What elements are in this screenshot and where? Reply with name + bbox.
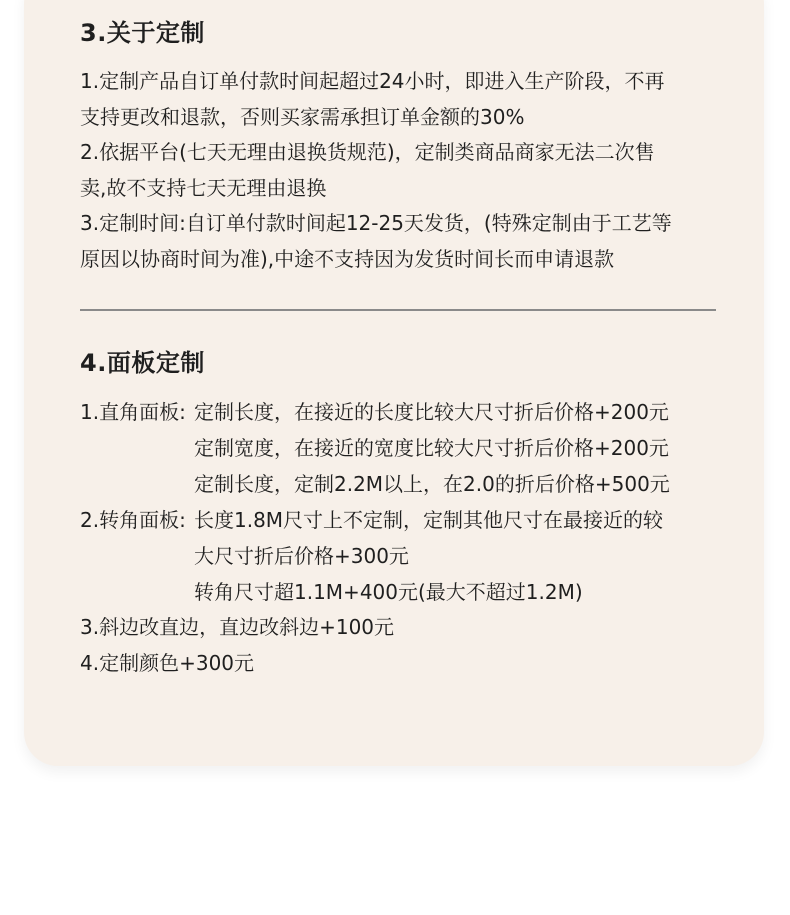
section-3-title: 3.关于定制 bbox=[80, 19, 205, 47]
section-3-line: 卖,故不支持七天无理由退换 bbox=[80, 175, 327, 200]
section-3-line: 原因以协商时间为准),中途不支持因为发货时间长而申请退款 bbox=[80, 246, 615, 271]
item-1-line: 定制长度，在接近的长度比较大尺寸折后价格+200元 bbox=[194, 400, 669, 424]
item-2-line: 大尺寸折后价格+300元 bbox=[194, 544, 409, 568]
item-2-line: 转角尺寸超1.1M+400元(最大不超过1.2M) bbox=[194, 580, 583, 604]
item-3: 3.斜边改直边，直边改斜边+100元 bbox=[80, 615, 395, 639]
section-3-line: 1.定制产品自订单付款时间起超过24小时，即进入生产阶段，不再 bbox=[80, 69, 665, 93]
section-3-line: 支持更改和退款，否则买家需承担订单金额的30% bbox=[80, 104, 525, 129]
item-1-line: 定制宽度，在接近的宽度比较大尺寸折后价格+200元 bbox=[194, 436, 669, 460]
item-1-line: 定制长度，定制2.2M以上，在2.0的折后价格+500元 bbox=[194, 472, 670, 496]
section-4-title: 4.面板定制 bbox=[80, 349, 205, 377]
section-3-line: 2.依据平台(七天无理由退换货规范)，定制类商品商家无法二次售 bbox=[80, 140, 655, 164]
section-divider bbox=[80, 309, 716, 311]
item-2-line: 长度1.8M尺寸上不定制，定制其他尺寸在最接近的较 bbox=[194, 508, 664, 532]
item-1-prefix: 1.直角面板: bbox=[80, 400, 186, 424]
section-3-body bbox=[80, 64, 730, 277]
section-3-line: 3.定制时间:自订单付款时间起12-25天发货，(特殊定制由于工艺等 bbox=[80, 211, 672, 235]
item-2-prefix: 2.转角面板: bbox=[80, 508, 186, 532]
item-4: 4.定制颜色+300元 bbox=[80, 651, 255, 675]
